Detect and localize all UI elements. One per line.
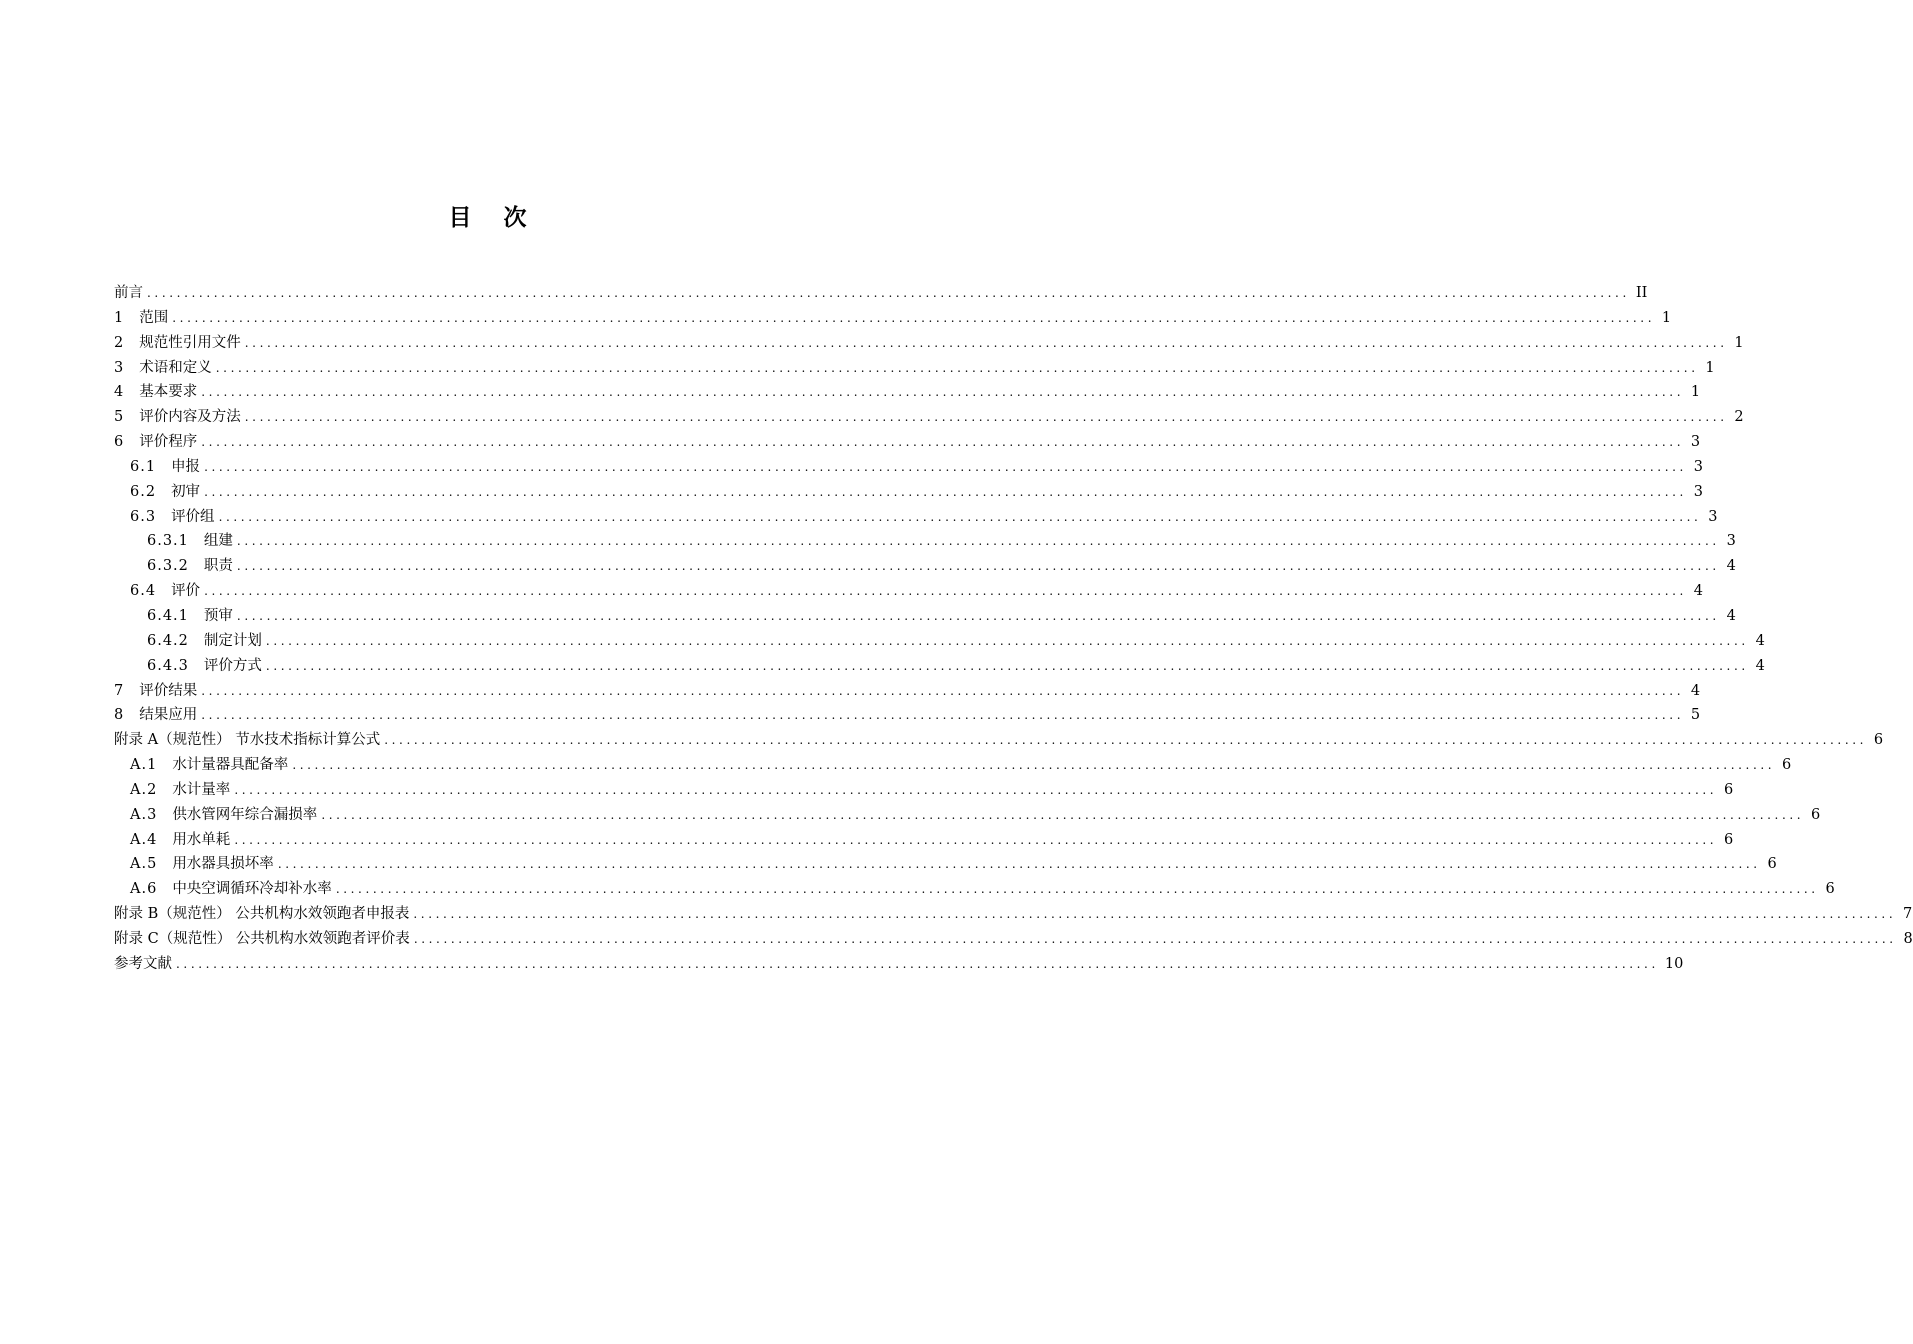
toc-entry[interactable] (114, 579, 1703, 604)
toc-entry[interactable] (114, 828, 1734, 853)
toc-entry-page: 3 (1693, 483, 1703, 500)
toc-entry[interactable] (114, 281, 1648, 306)
toc-entry-page: 1 (1661, 309, 1672, 326)
toc-entry[interactable] (114, 331, 1744, 356)
toc-entry-title: 供水管网年综合漏损率 (172, 806, 318, 823)
toc-entry-page: 6 (1723, 831, 1734, 848)
toc-dot-leader: ........................................................................................................................................................................................................ (413, 931, 1897, 946)
toc-entry[interactable] (114, 529, 1736, 554)
toc-entry-number: A.4 (130, 831, 158, 848)
toc-entry-title: 评价程序 (139, 434, 198, 451)
toc-entry[interactable] (114, 430, 1701, 455)
toc-entry-number: A.2 (130, 781, 158, 798)
toc-entry-page: 7 (1903, 906, 1913, 923)
toc-dot-leader: ........................................................................................................................................................................................................ (384, 733, 1868, 748)
toc-entry[interactable] (114, 505, 1718, 530)
toc-entry-number: 6.4.1 (147, 607, 189, 624)
toc-entry-number: 6.3 (130, 508, 157, 525)
toc-entry-number: 1 (114, 309, 125, 326)
toc-entry[interactable] (114, 753, 1792, 778)
toc-entry-title: 评价 (171, 583, 201, 600)
toc-entry-page: 3 (1708, 508, 1718, 525)
toc-entry-number: A.5 (130, 856, 158, 873)
table-of-contents (114, 281, 1913, 977)
toc-entry-page: 5 (1690, 707, 1701, 724)
toc-entry[interactable] (114, 629, 1765, 654)
toc-entry-title: 组建 (203, 533, 233, 550)
toc-entry-page: 4 (1755, 657, 1765, 674)
toc-entry-title: 前言 (114, 285, 143, 301)
toc-entry-number: A.1 (130, 757, 158, 774)
toc-dot-leader: ........................................................................................................................................................................................................ (201, 708, 1685, 723)
toc-entry-page: 1 (1705, 359, 1715, 376)
toc-dot-leader: ........................................................................................................................................................................................................ (335, 882, 1819, 897)
toc-entry[interactable] (114, 952, 1684, 977)
toc-dot-leader: ........................................................................................................................................................................................................ (277, 857, 1761, 872)
toc-entry-title: 水计量器具配备率 (172, 757, 289, 774)
toc-entry-number: 6.4.3 (147, 657, 189, 674)
toc-entry[interactable] (114, 728, 1884, 753)
toc-entry-page: 3 (1693, 458, 1703, 475)
toc-entry-number: 7 (114, 682, 125, 699)
toc-entry-number: 6.4.2 (147, 632, 189, 649)
toc-entry-number: 6.3.1 (147, 533, 189, 550)
toc-entry-page: 6 (1825, 881, 1835, 898)
toc-dot-leader: ........................................................................................................................................................................................................ (236, 534, 1720, 549)
toc-entry[interactable] (114, 604, 1736, 629)
toc-entry-number: A.6 (130, 881, 158, 898)
page-title: 目 次 (448, 205, 527, 231)
toc-entry-title: 初审 (171, 483, 201, 500)
toc-dot-leader: ........................................................................................................................................................................................................ (413, 907, 1897, 922)
toc-entry-page: 6 (1810, 806, 1821, 823)
toc-dot-leader: ........................................................................................................................................................................................................ (292, 758, 1776, 773)
toc-entry-page: 6 (1723, 781, 1734, 798)
toc-entry[interactable] (114, 877, 1835, 902)
toc-entry-number: 6.1 (130, 458, 157, 475)
toc-dot-leader: ........................................................................................................................................................................................................ (244, 410, 1728, 425)
toc-entry[interactable] (114, 803, 1821, 828)
toc-entry-page: 1 (1690, 384, 1701, 401)
toc-entry-number: 3 (114, 359, 125, 376)
toc-entry[interactable] (114, 852, 1777, 877)
toc-dot-leader: ........................................................................................................................................................................................................ (234, 782, 1718, 797)
toc-entry[interactable] (114, 455, 1703, 480)
toc-entry-number: 4 (114, 384, 125, 401)
toc-entry-number: 6.4 (130, 583, 157, 600)
toc-entry-title: 基本要求 (139, 384, 198, 401)
toc-entry-number: 6.3.2 (147, 558, 189, 575)
toc-entry-title: 预审 (203, 607, 233, 624)
toc-dot-leader: ........................................................................................................................................................................................................ (236, 559, 1720, 574)
toc-entry[interactable] (114, 654, 1765, 679)
toc-entry[interactable] (114, 356, 1715, 381)
toc-entry-number: A.3 (130, 806, 158, 823)
toc-dot-leader: ........................................................................................................................................................................................................ (218, 509, 1702, 524)
toc-dot-leader: ........................................................................................................................................................................................................ (321, 807, 1805, 822)
toc-entry[interactable] (114, 703, 1701, 728)
toc-entry-title: 评价结果 (139, 682, 198, 699)
toc-entry-title: 参考文献 (114, 955, 172, 972)
toc-entry-number: 5 (114, 409, 125, 426)
toc-entry[interactable] (114, 927, 1913, 952)
toc-dot-leader: ........................................................................................................................................................................................................ (204, 484, 1687, 499)
toc-entry-page: 6 (1781, 757, 1792, 774)
toc-entry-page: 6 (1873, 732, 1884, 749)
toc-entry[interactable] (114, 306, 1672, 331)
toc-entry[interactable] (114, 902, 1913, 927)
toc-entry-page: 1 (1734, 334, 1744, 351)
toc-entry[interactable] (114, 679, 1701, 704)
toc-dot-leader: ........................................................................................................................................................................................................ (204, 459, 1687, 474)
toc-entry-title: 附录 A（规范性） 节水技术指标计算公式 (114, 732, 381, 749)
toc-entry-title: 用水器具损坏率 (172, 856, 274, 873)
toc-entry-title: 用水单耗 (172, 831, 231, 848)
toc-dot-leader: ........................................................................................................................................................................................................ (172, 310, 1656, 325)
toc-entry[interactable] (114, 554, 1736, 579)
toc-dot-leader: ........................................................................................................................................................................................................ (236, 608, 1720, 623)
toc-entry-title: 水计量率 (172, 781, 231, 798)
toc-entry-page: II (1635, 285, 1648, 301)
toc-entry-page: 3 (1690, 434, 1701, 451)
toc-entry-page: 4 (1693, 583, 1703, 600)
toc-dot-leader: ........................................................................................................................................................................................................ (147, 286, 1630, 300)
toc-entry-number: 2 (114, 334, 125, 351)
toc-entry-title: 结果应用 (139, 707, 198, 724)
toc-dot-leader: ........................................................................................................................................................................................................ (265, 658, 1749, 673)
toc-dot-leader: ........................................................................................................................................................................................................ (201, 683, 1685, 698)
toc-dot-leader: ........................................................................................................................................................................................................ (201, 435, 1685, 450)
toc-entry-page: 8 (1903, 930, 1913, 947)
toc-entry-page: 4 (1690, 682, 1701, 699)
toc-dot-leader: ........................................................................................................................................................................................................ (201, 385, 1685, 400)
toc-entry-page: 6 (1767, 856, 1777, 873)
toc-dot-leader: ........................................................................................................................................................................................................ (215, 360, 1699, 375)
toc-dot-leader: ........................................................................................................................................................................................................ (265, 633, 1749, 648)
toc-entry-title: 附录 C（规范性） 公共机构水效领跑者评价表 (114, 930, 410, 947)
toc-entry-title: 评价内容及方法 (139, 409, 241, 426)
toc-entry-number: 6.2 (130, 483, 157, 500)
toc-entry-page: 2 (1734, 409, 1744, 426)
toc-entry-title: 术语和定义 (139, 359, 212, 376)
toc-entry-title: 评价组 (171, 508, 215, 525)
toc-entry-title: 职责 (203, 558, 233, 575)
toc-entry-page: 4 (1726, 558, 1736, 575)
toc-entry-title: 规范性引用文件 (139, 334, 241, 351)
toc-entry-title: 附录 B（规范性） 公共机构水效领跑者申报表 (114, 906, 410, 923)
toc-entry-number: 8 (114, 707, 125, 724)
toc-entry-title: 评价方式 (203, 657, 262, 674)
toc-dot-leader: ........................................................................................................................................................................................................ (234, 832, 1718, 847)
toc-entry-page: 4 (1755, 632, 1765, 649)
toc-dot-leader: ........................................................................................................................................................................................................ (176, 956, 1659, 971)
toc-entry-page: 3 (1726, 533, 1736, 550)
toc-entry-number: 6 (114, 434, 125, 451)
toc-dot-leader: ........................................................................................................................................................................................................ (244, 335, 1728, 350)
toc-entry[interactable] (114, 480, 1703, 505)
toc-entry-title: 范围 (139, 309, 169, 326)
toc-entry[interactable] (114, 778, 1734, 803)
toc-entry[interactable] (114, 380, 1701, 405)
toc-entry-title: 申报 (171, 458, 201, 475)
toc-entry-title: 制定计划 (203, 632, 262, 649)
toc-entry-title: 中央空调循环冷却补水率 (172, 881, 332, 898)
toc-entry-page: 10 (1664, 955, 1684, 972)
toc-entry[interactable] (114, 405, 1744, 430)
toc-dot-leader: ........................................................................................................................................................................................................ (204, 584, 1687, 599)
toc-entry-page: 4 (1726, 607, 1736, 624)
